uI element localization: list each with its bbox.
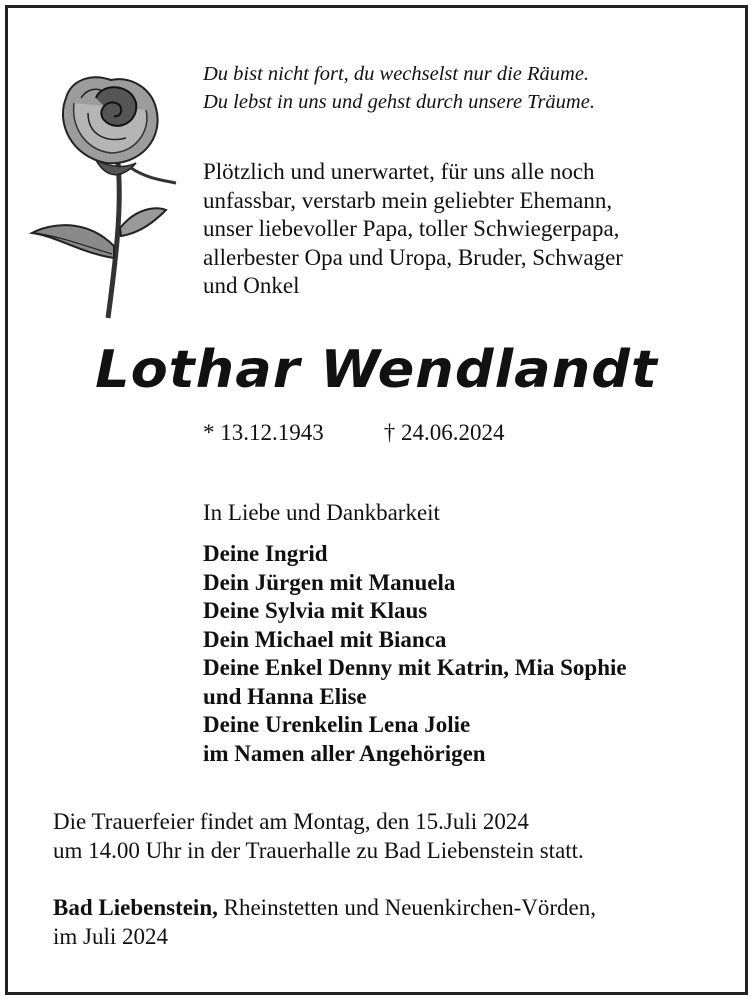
- death-date: † 24.06.2024: [383, 420, 505, 445]
- intro-line: Plötzlich und unerwartet, für uns alle noch: [203, 159, 595, 184]
- closing-date: im Juli 2024: [53, 923, 169, 949]
- family-line: Deine Sylvia mit Klaus: [203, 598, 428, 623]
- family-line: Deine Ingrid: [203, 541, 328, 566]
- closing: [53, 894, 596, 951]
- family-line: Deine Urenkelin Lena Jolie: [203, 712, 471, 737]
- obituary-frame: [5, 5, 748, 995]
- closing-place-rest: Rheinstetten und Neuenkirchen-Vörden,: [217, 895, 596, 920]
- intro-line: unser liebevoller Papa, toller Schwiegerpapa,: [203, 216, 620, 241]
- intro-line: unfassbar, verstarb mein geliebter Ehemann,: [203, 187, 613, 213]
- intro-text: [203, 158, 733, 301]
- intro-line: allerbester Opa und Uropa, Bruder, Schwager: [203, 244, 623, 270]
- family-line: Deine Enkel Denny mit Katrin, Mia Sophie: [203, 655, 627, 680]
- life-dates: [203, 420, 505, 446]
- family-line: Dein Michael mit Bianca: [203, 626, 447, 652]
- family-line: Dein Jürgen mit Manuela: [203, 569, 456, 595]
- closing-place-bold: Bad Liebenstein,: [53, 895, 218, 920]
- service-line: um 14.00 Uhr in der Trauerhalle zu Bad Liebenstein statt.: [53, 837, 584, 863]
- birth-date: * 13.12.1943: [203, 420, 324, 445]
- family-line: und Hanna Elise: [203, 683, 367, 709]
- rose-icon: [26, 68, 191, 323]
- quote: [203, 60, 595, 116]
- deceased-name: Lothar Wendlandt: [95, 340, 658, 400]
- family-list: [203, 540, 627, 768]
- quote-line-2: Du lebst in uns und gehst durch unsere Träume.: [203, 91, 595, 113]
- service-info: [53, 808, 584, 865]
- service-line: Die Trauerfeier findet am Montag, den 15.Juli 2024: [53, 809, 529, 834]
- intro-line: und Onkel: [203, 273, 300, 298]
- quote-line-1: Du bist nicht fort, du wechselst nur die Räume.: [203, 63, 590, 85]
- dedication: In Liebe und Dankbarkeit: [203, 500, 440, 525]
- closing-places: [53, 894, 596, 923]
- family-line: im Namen aller Angehörigen: [203, 740, 486, 766]
